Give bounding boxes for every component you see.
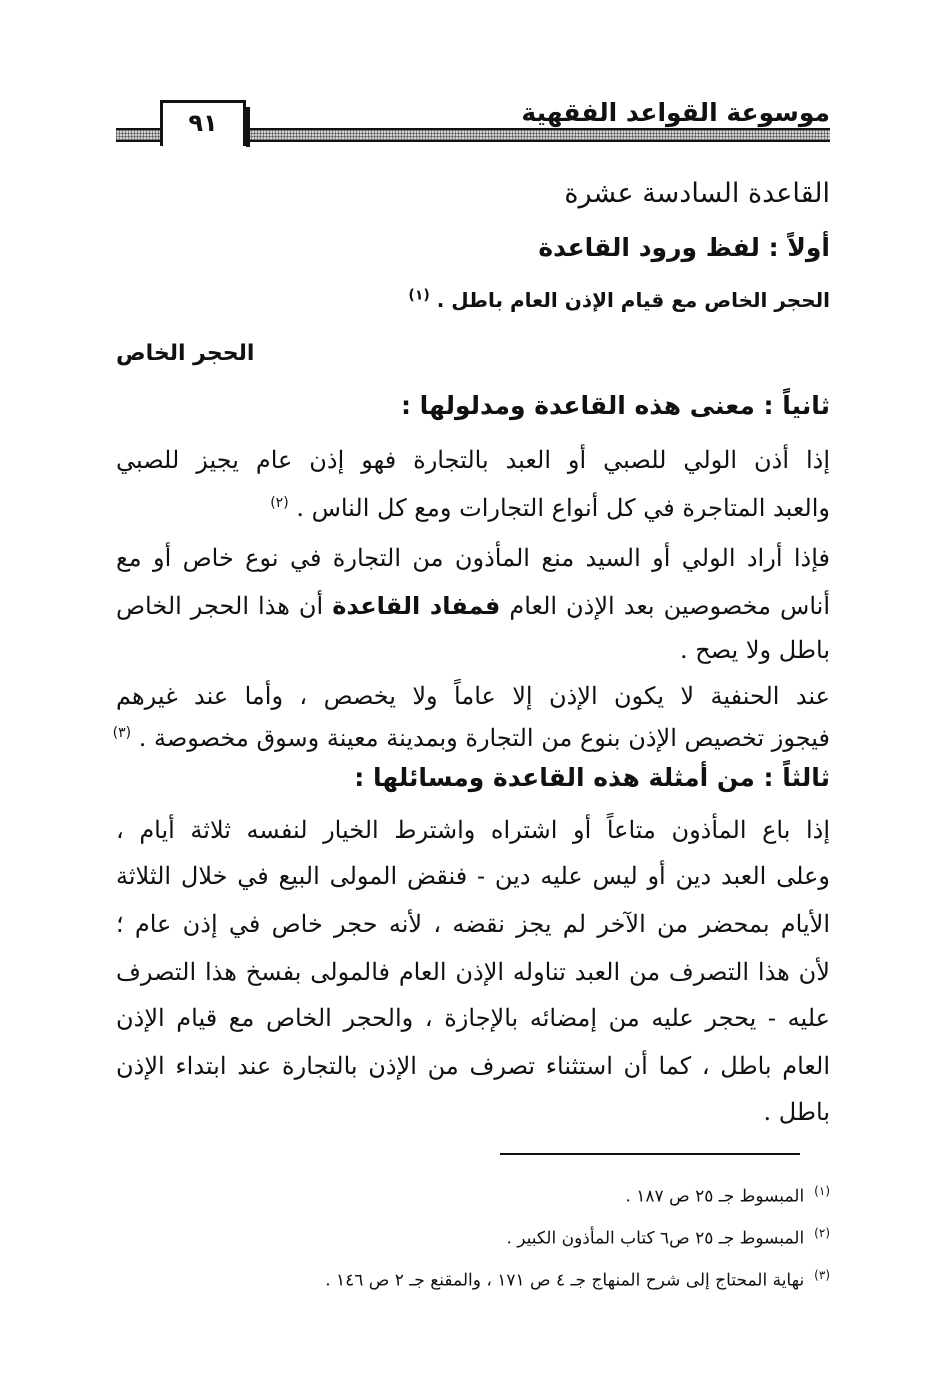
paragraph-4-line-6: العام باطل ، كما أن استثناء تصرف من الإذن بالتجارة عند ابتداء الإذن — [116, 1052, 830, 1080]
rule-text-body: الحجر الخاص مع قيام الإذن العام باطل . — [436, 288, 830, 312]
paragraph-2-line-2-c: أن هذا الحجر الخاص — [116, 592, 324, 620]
paragraph-2-line-2 — [116, 586, 830, 626]
paragraph-2-line-3: باطل ولا يصح . — [679, 636, 830, 664]
footnote-2-text: المبسوط جـ ٢٥ ص٦ كتاب المأذون الكبير . — [506, 1228, 805, 1249]
paragraph-3-line-2-text: فيجوز تخصيص الإذن بنوع من التجارة وبمدينة معينة وسوق مخصوصة . — [138, 724, 830, 752]
paragraph-4-line-4: لأن هذا التصرف من العبد تناوله الإذن العام فالمولى بفسخ هذا التصرف — [116, 958, 830, 986]
rule-title: القاعدة السادسة عشرة — [564, 178, 830, 209]
heading-third: ثالثاً : من أمثلة هذه القاعدة ومسائلها : — [354, 763, 830, 792]
heading-first: أولاً : لفظ ورود القاعدة — [538, 233, 830, 262]
footnote-1 — [116, 1178, 830, 1210]
footnote-3-text: نهاية المحتاج إلى شرح المنهاج جـ ٤ ص ١٧١ ، والمقنع جـ ٢ ص ١٤٦ . — [325, 1270, 805, 1291]
rule-meaning-emphasis: فمفاد القاعدة — [332, 592, 501, 620]
paragraph-1-line-2-text: والعبد المتاجرة في كل أنواع التجارات ومع كل الناس . — [296, 494, 830, 522]
heading-second: ثانياً : معنى هذه القاعدة ومدلولها : — [400, 391, 830, 420]
footnote-1-number: (١) — [814, 1184, 830, 1198]
paragraph-4-line-3: الأيام بمحضر من الآخر لم يجز نقضه ، لأنه حجر خاص في إذن عام ؛ — [116, 910, 830, 938]
rule-text — [116, 280, 830, 320]
paragraph-4-line-5: عليه - يحجر عليه من إمضائه بالإجازة ، والحجر الخاص مع قيام الإذن — [116, 1004, 830, 1032]
footnote-2 — [116, 1220, 830, 1252]
subheading-special: الحجر الخاص — [116, 341, 255, 366]
running-title: موسوعة القواعد الفقهية — [521, 98, 830, 127]
paragraph-1-line-1: إذا أذن الولي للصبي أو العبد بالتجارة فهو إذن عام يجيز للصبي — [116, 446, 830, 474]
footnote-ref-1: (١) — [408, 287, 430, 304]
paragraph-1-line-2 — [116, 488, 830, 528]
footnote-3 — [116, 1262, 830, 1294]
paragraph-2-line-1: فإذا أراد الولي أو السيد منع المأذون من التجارة في نوع خاص أو مع — [116, 544, 831, 572]
footnote-ref-2: (٢) — [270, 495, 289, 511]
footnote-ref-3: (٣) — [112, 725, 132, 741]
paragraph-3-line-1: عند الحنفية لا يكون الإذن إلا عاماً ولا يخصص ، وأما عند غيرهم — [116, 682, 830, 710]
paragraph-3-line-2 — [112, 718, 830, 758]
footnote-2-number: (٢) — [814, 1226, 830, 1240]
paragraph-4-line-1: إذا باع المأذون متاعاً أو اشتراه واشترط الخيار لنفسه ثلاثة أيام ، — [116, 816, 831, 844]
paragraph-4-line-7: باطل . — [763, 1098, 830, 1126]
footnote-3-number: (٣) — [814, 1268, 830, 1282]
page-number: ٩١ — [160, 100, 246, 146]
paragraph-4-line-2: وعلى العبد دين أو ليس عليه دين - فنقض المولى البيع في خلال الثلاثة — [116, 862, 830, 890]
footnote-1-text: المبسوط جـ ٢٥ ص ١٨٧ . — [625, 1186, 805, 1207]
paragraph-2-line-2-a: أناس مخصوصين بعد الإذن العام — [509, 592, 830, 620]
footnote-divider — [500, 1153, 800, 1155]
